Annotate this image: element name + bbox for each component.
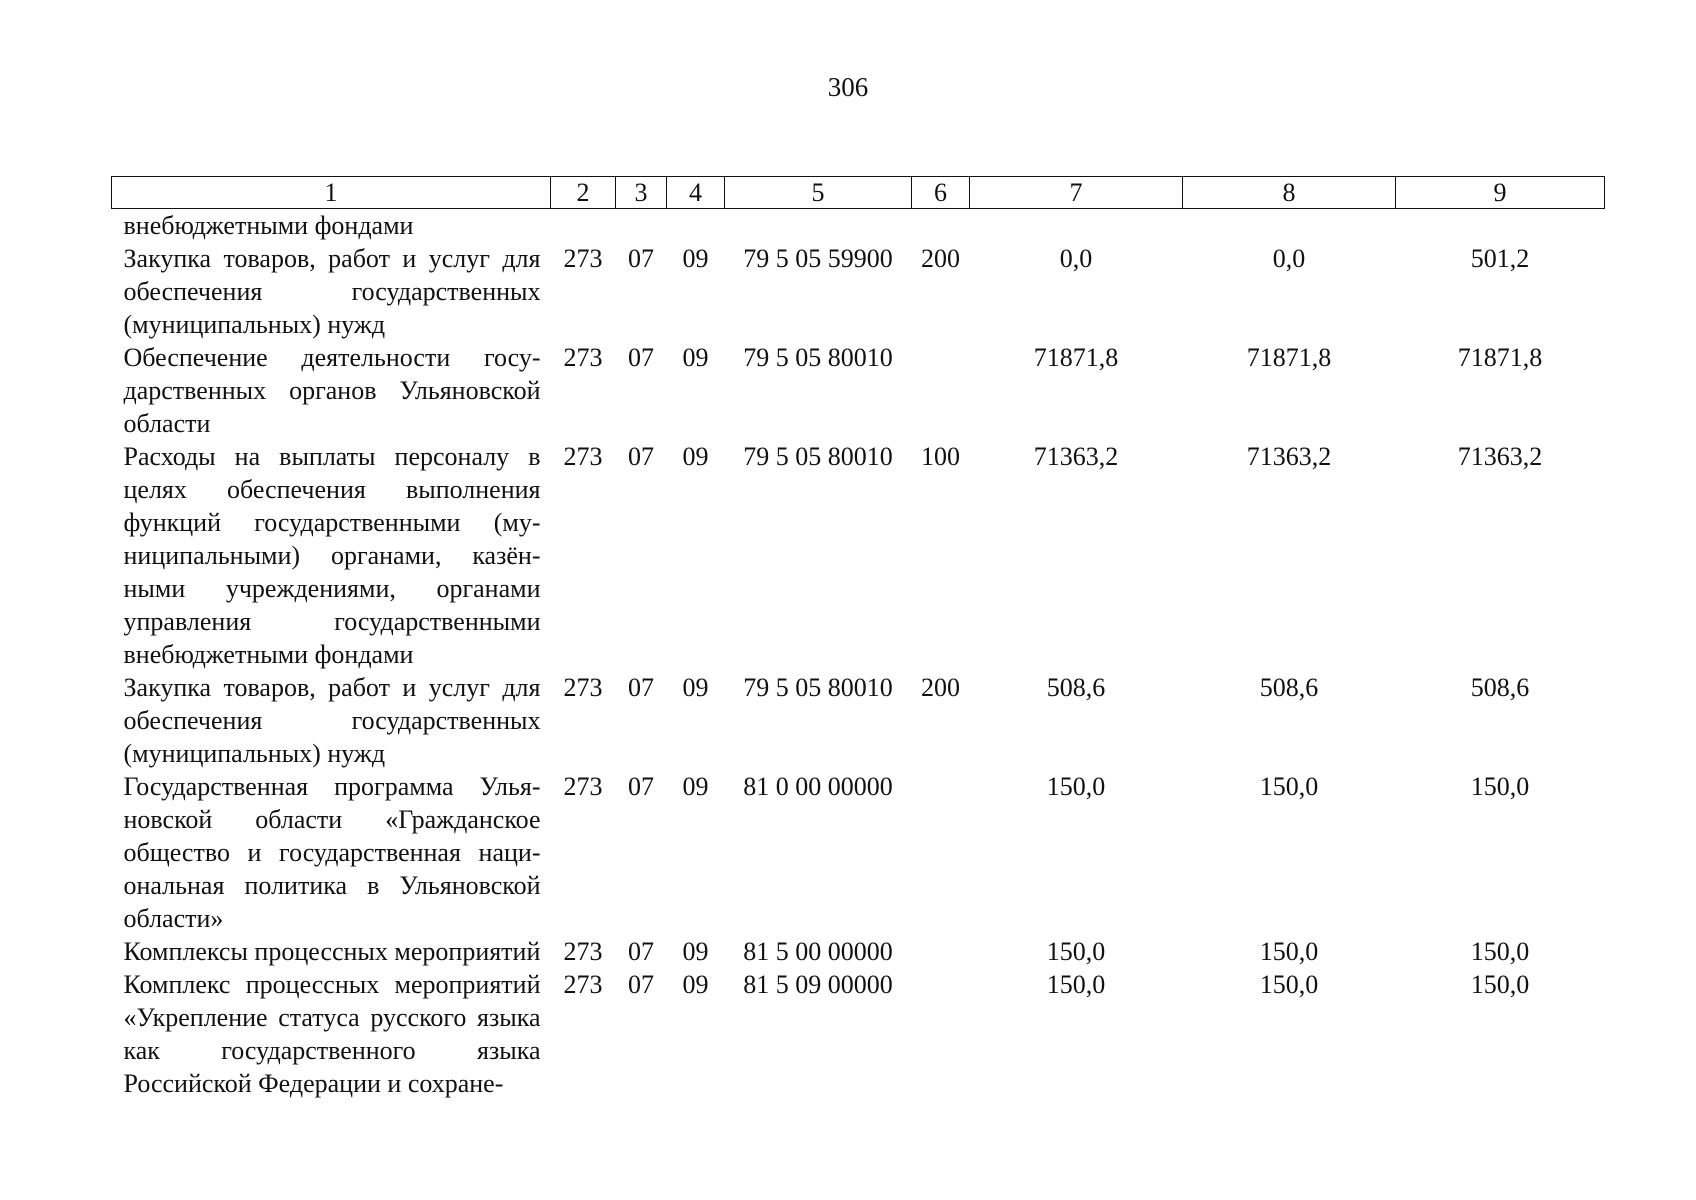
cell-amount-col8: 0,0 <box>1272 244 1306 273</box>
cell-amount-col7: 150,0 <box>1046 937 1106 966</box>
name-cell: Государственная программа Ульяновской области «Гражданское общество и государственная национальная политика в Ульяновской области» <box>123 772 541 933</box>
cell-target-article: 79 5 05 80010 <box>743 673 893 702</box>
header-cell-5: 5 <box>725 177 912 209</box>
cell-target-article <box>725 209 912 243</box>
cell-section <box>616 209 667 243</box>
cell-section: 07 <box>628 673 654 702</box>
cell-expense-type <box>912 935 970 968</box>
cell-amount-col9: 71363,2 <box>1457 442 1543 471</box>
table-row <box>112 341 1605 440</box>
cell-amount-col9 <box>1396 209 1605 243</box>
name-cell: Расходы на выплаты персоналу в целях обеспечения выполнения функций государственными (муниципальными) органами, казёнными учреждениями, органами управления государственными внебюджетными фондами <box>123 442 541 669</box>
cell-target-article: 81 0 00 00000 <box>743 772 893 801</box>
cell-target-article: 79 5 05 59900 <box>743 244 893 273</box>
page-number: 306 <box>827 72 869 102</box>
cell-expense-type: 200 <box>921 244 960 273</box>
cell-ministry-code: 273 <box>563 442 603 471</box>
name-cell: Закупка товаров, работ и услуг для обеспечения государственных (муниципальных) нужд <box>123 244 541 339</box>
cell-subsection: 09 <box>682 970 709 999</box>
cell-target-article: 81 5 09 00000 <box>743 970 893 999</box>
cell-ministry-code: 273 <box>563 937 603 966</box>
table-row <box>112 440 1605 671</box>
cell-amount-col8: 150,0 <box>1259 970 1319 999</box>
cell-expense-type <box>912 341 970 440</box>
cell-amount-col7: 71871,8 <box>1033 343 1119 372</box>
name-cell: Закупка товаров, работ и услуг для обеспечения государственных (муниципальных) нужд <box>123 673 541 768</box>
cell-amount-col7: 150,0 <box>1046 772 1106 801</box>
header-cell-6: 6 <box>912 177 970 209</box>
cell-target-article: 79 5 05 80010 <box>743 343 893 372</box>
cell-amount-col9: 150,0 <box>1470 937 1530 966</box>
cell-amount-col7: 150,0 <box>1046 970 1106 999</box>
cell-amount-col8: 71363,2 <box>1246 442 1332 471</box>
cell-section: 07 <box>628 937 654 966</box>
cell-section: 07 <box>628 244 654 273</box>
cell-amount-col7: 71363,2 <box>1033 442 1119 471</box>
name-cell: Комплекс процессных мероприятий «Укрепление статуса русского языка как государственного языка Российской Федерации и сохране- <box>123 970 541 1098</box>
cell-section: 07 <box>628 772 654 801</box>
cell-expense-type <box>912 968 970 1100</box>
cell-amount-col9: 150,0 <box>1470 772 1530 801</box>
cell-subsection: 09 <box>682 772 709 801</box>
cell-section: 07 <box>628 442 654 471</box>
cell-amount-col8 <box>1183 209 1396 243</box>
name-cell: Обеспечение деятельности государственных органов Ульяновской области <box>123 343 541 438</box>
cell-subsection <box>667 209 725 243</box>
table-row <box>112 671 1605 770</box>
header-cell-2: 2 <box>551 177 616 209</box>
name-cell: Комплексы процессных мероприятий <box>123 937 541 966</box>
header-cell-1: 1 <box>112 177 551 209</box>
cell-section: 07 <box>628 970 654 999</box>
cell-ministry-code: 273 <box>563 970 603 999</box>
table-row <box>112 968 1605 1100</box>
cell-amount-col7 <box>970 209 1183 243</box>
table-row <box>112 209 1605 243</box>
cell-subsection: 09 <box>682 244 709 273</box>
cell-subsection: 09 <box>682 343 709 372</box>
cell-amount-col8: 150,0 <box>1259 937 1319 966</box>
cell-amount-col9: 508,6 <box>1470 673 1530 702</box>
cell-target-article: 81 5 00 00000 <box>743 937 893 966</box>
cell-amount-col7: 508,6 <box>1046 673 1106 702</box>
cell-amount-col9: 501,2 <box>1470 244 1530 273</box>
cell-subsection: 09 <box>682 937 709 966</box>
cell-subsection: 09 <box>682 442 709 471</box>
cell-expense-type <box>912 209 970 243</box>
cell-target-article: 79 5 05 80010 <box>743 442 893 471</box>
header-cell-4: 4 <box>667 177 725 209</box>
cell-section: 07 <box>628 343 654 372</box>
header-cell-8: 8 <box>1183 177 1396 209</box>
table-row <box>112 242 1605 341</box>
cell-amount-col9: 150,0 <box>1470 970 1530 999</box>
cell-expense-type: 200 <box>921 673 960 702</box>
cell-amount-col7: 0,0 <box>1059 244 1093 273</box>
table-row <box>112 935 1605 968</box>
table-body <box>112 209 1605 1101</box>
cell-amount-col8: 150,0 <box>1259 772 1319 801</box>
cell-ministry-code <box>551 209 616 243</box>
cell-amount-col9: 71871,8 <box>1457 343 1543 372</box>
table-row <box>112 770 1605 935</box>
name-cell: внебюджетными фондами <box>123 211 414 240</box>
header-row <box>112 177 1605 209</box>
cell-expense-type: 100 <box>921 442 960 471</box>
cell-subsection: 09 <box>682 673 709 702</box>
table-header <box>112 177 1605 209</box>
cell-expense-type <box>912 770 970 935</box>
header-cell-7: 7 <box>970 177 1183 209</box>
budget-table <box>111 176 1605 1100</box>
cell-amount-col8: 508,6 <box>1259 673 1319 702</box>
cell-amount-col8: 71871,8 <box>1246 343 1332 372</box>
cell-ministry-code: 273 <box>563 343 603 372</box>
cell-ministry-code: 273 <box>563 673 603 702</box>
header-cell-9: 9 <box>1396 177 1605 209</box>
cell-ministry-code: 273 <box>563 244 603 273</box>
cell-ministry-code: 273 <box>563 772 603 801</box>
header-cell-3: 3 <box>616 177 667 209</box>
